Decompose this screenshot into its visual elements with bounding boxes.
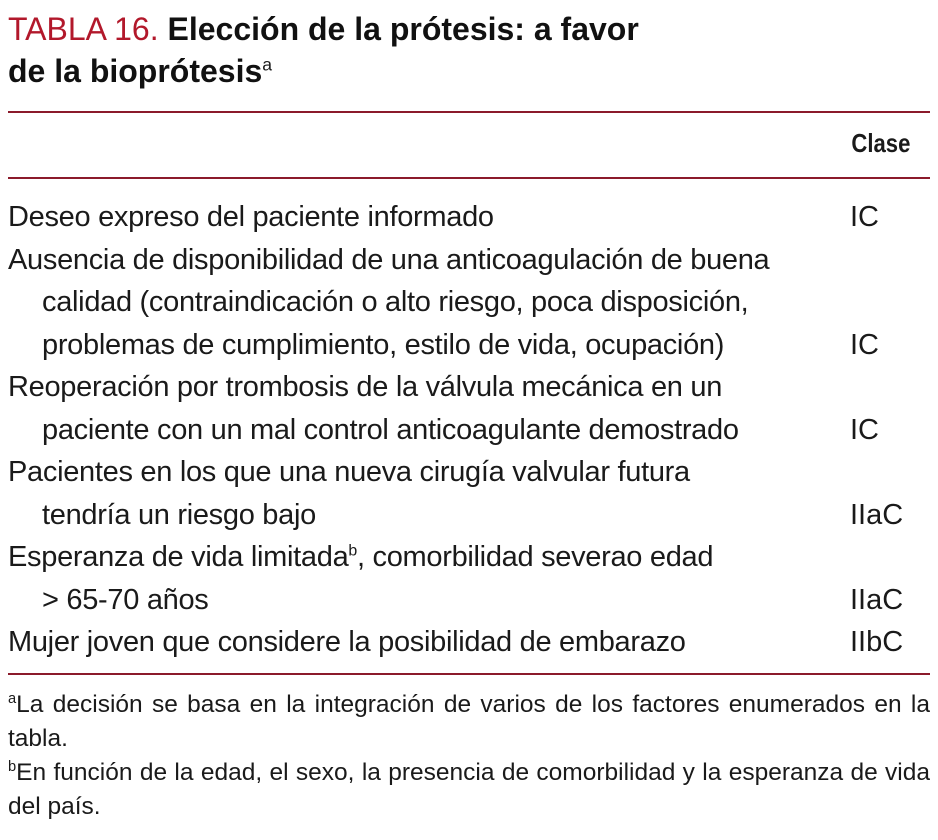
row-line-part: , comorbilidad severao edad (356, 541, 714, 573)
title-footnote-marker: a (262, 54, 273, 75)
table-title-text-line2: de la bioprótesis (8, 53, 263, 89)
row-class: IC (850, 201, 879, 233)
footnote-text: En función de la edad, el sexo, la presencia de comorbilidad y la esperanza de vida del país. (8, 759, 930, 820)
row-line: Reoperación por trombosis de la válvula mecánica en un (8, 371, 723, 403)
table-label: TABLA 16. (8, 11, 159, 47)
table-row (8, 536, 930, 621)
row-line: problemas de cumplimiento, estilo de vida, ocupación) (42, 328, 725, 361)
row-line: paciente con un mal control anticoagulante demostrado (42, 413, 739, 446)
recommendations-table (8, 196, 930, 664)
bottom-rule (8, 673, 930, 675)
footnote-marker: a (8, 690, 17, 707)
header-rule (8, 177, 930, 179)
row-class: IIaC (850, 498, 904, 531)
row-line-part: Esperanza de vida limitada (8, 541, 349, 573)
row-line: Ausencia de disponibilidad de una anticoagulación de buena (8, 243, 770, 276)
table-title (8, 8, 908, 92)
row-line: tendría un riesgo bajo (42, 498, 316, 531)
row-line (8, 536, 838, 579)
table-row (8, 366, 930, 451)
row-class: IIbC (850, 626, 904, 658)
row-class: IC (850, 328, 879, 361)
table-row (8, 239, 930, 367)
footnotes (8, 688, 930, 824)
row-line: Deseo expreso del paciente informado (8, 201, 494, 233)
row-line: calidad (contraindicación o alto riesgo, poca disposición, (42, 286, 749, 318)
table-row (8, 196, 930, 239)
row-line: Mujer joven que considere la posibilidad de embarazo (8, 626, 686, 658)
footnote-text: La decisión se basa en la integración de varios de los factores enumerados en la tabla. (8, 691, 930, 752)
footnote (8, 688, 930, 756)
footnote-marker: b (8, 758, 17, 775)
top-rule (8, 111, 930, 113)
table-row (8, 621, 930, 664)
row-text (8, 621, 838, 664)
row-text (8, 239, 838, 367)
row-text (8, 536, 838, 621)
class-column-header: Clase (851, 128, 910, 158)
row-text (8, 451, 838, 536)
row-class: IC (850, 413, 879, 446)
row-class: IIaC (850, 583, 904, 616)
row-line: > 65-70 años (42, 583, 209, 616)
row-line: Pacientes en los que una nueva cirugía valvular futura (8, 456, 690, 488)
table-title-text-line1: Elección de la prótesis: a favor (167, 11, 639, 47)
footnote (8, 756, 930, 824)
row-footnote-marker: b (348, 542, 357, 560)
row-text (8, 196, 838, 239)
row-text (8, 366, 838, 451)
table-row (8, 451, 930, 536)
